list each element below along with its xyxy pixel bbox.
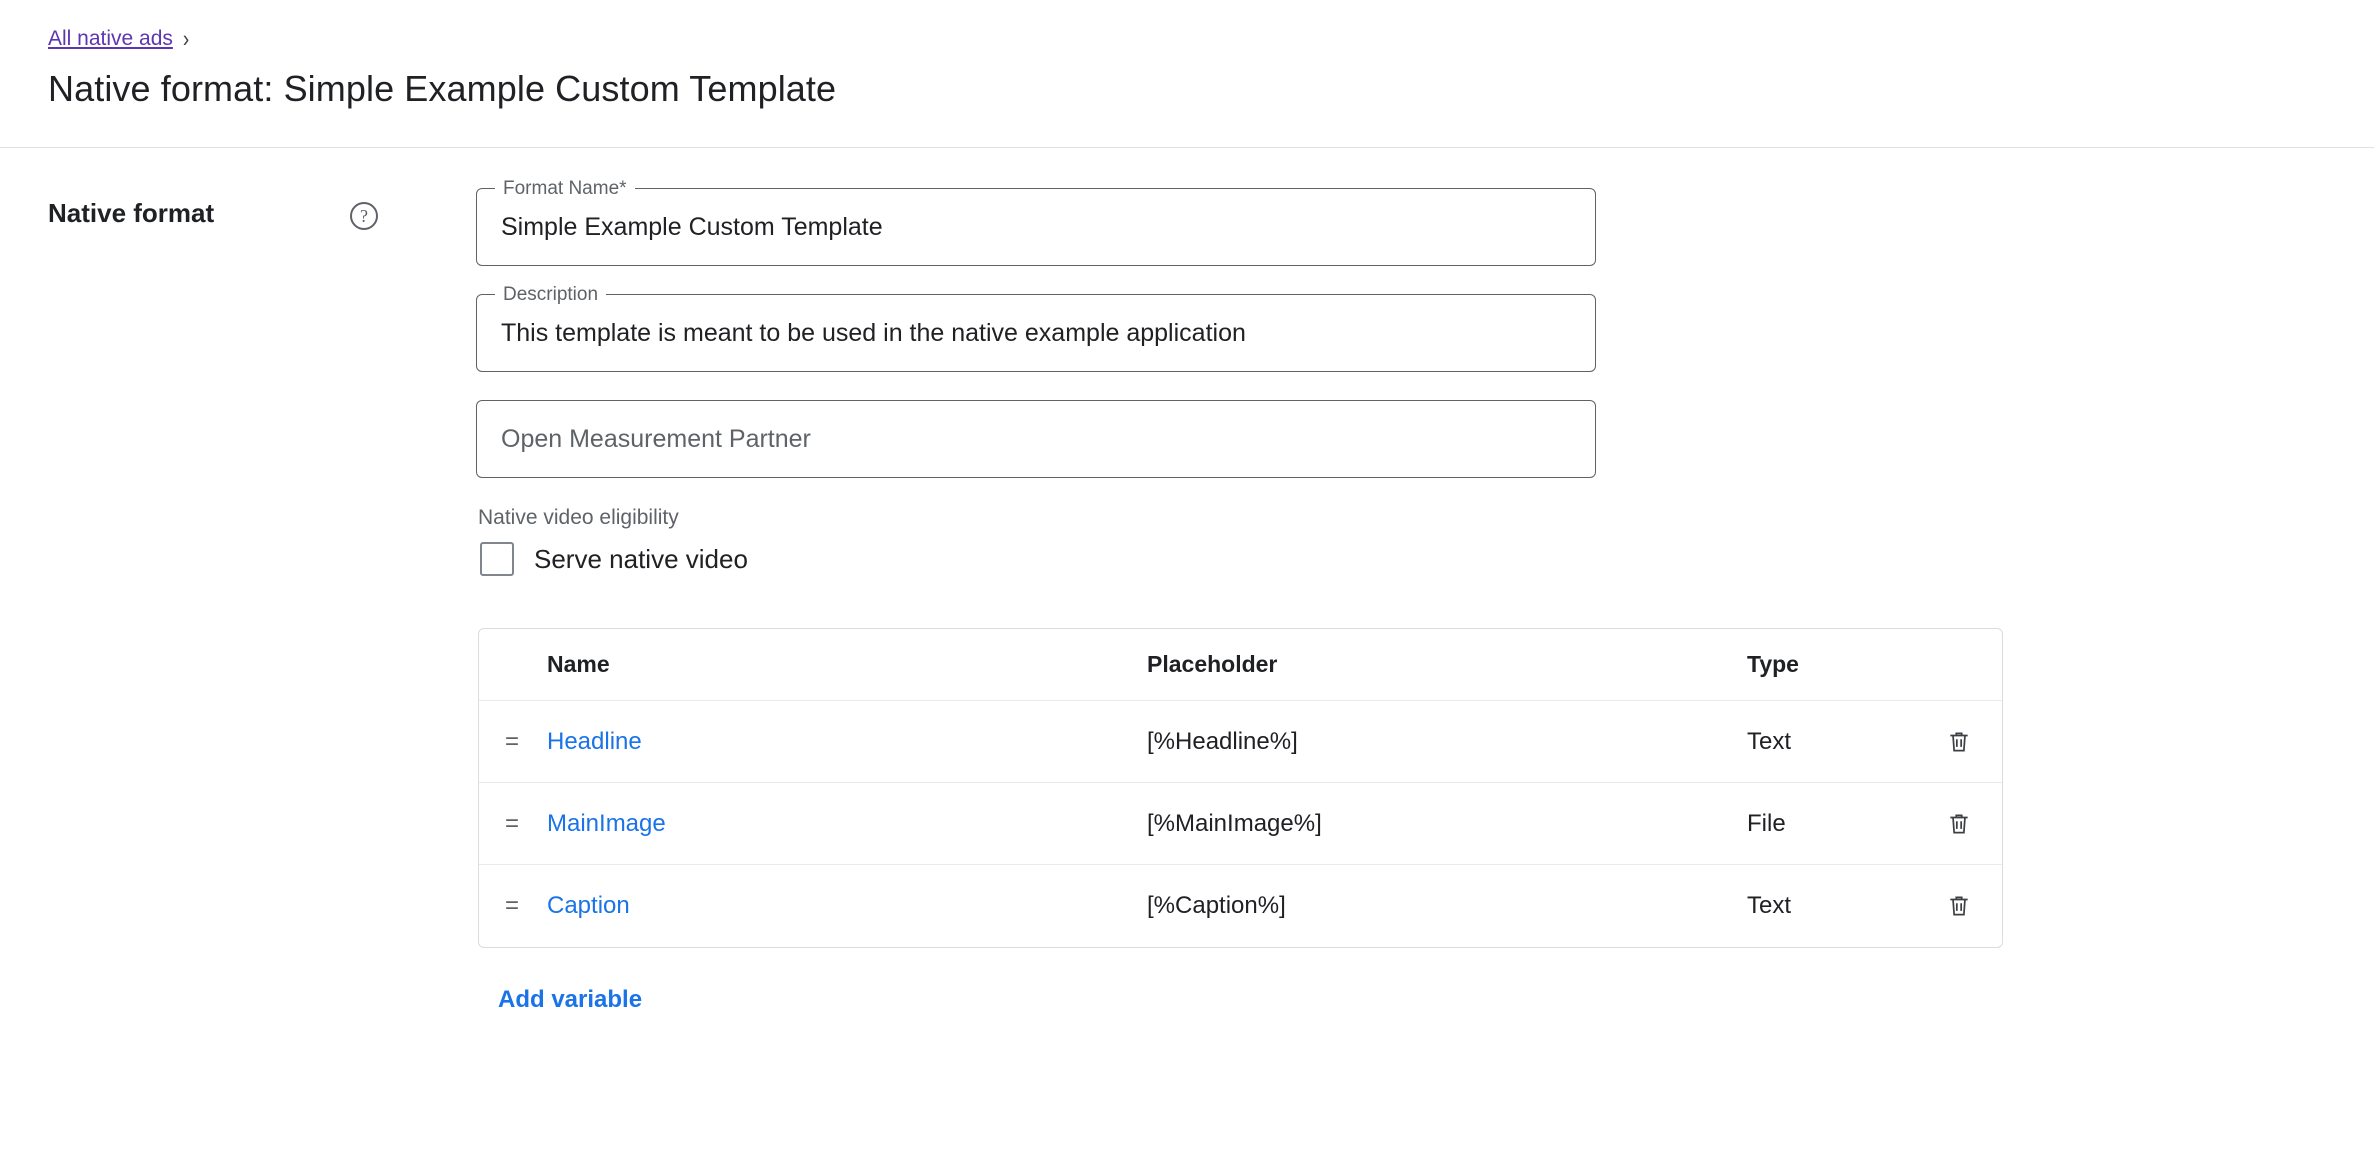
variables-table — [478, 628, 2003, 948]
native-video-eligibility-label: Native video eligibility — [478, 506, 679, 529]
table-row — [479, 865, 2002, 947]
variable-name-link[interactable]: Caption — [547, 892, 630, 919]
variable-type-value: Text — [1747, 892, 1792, 919]
table-row — [479, 783, 2002, 865]
drag-handle-icon[interactable]: = — [505, 727, 520, 755]
open-measurement-partner-placeholder: Open Measurement Partner — [501, 424, 811, 453]
content-area — [0, 148, 2374, 1014]
variable-placeholder-value: [%Caption%] — [1147, 892, 1286, 919]
form-column — [436, 178, 2374, 1014]
add-variable-button[interactable]: Add variable — [498, 986, 643, 1013]
variable-placeholder-value: [%MainImage%] — [1147, 809, 1322, 837]
help-icon[interactable]: ? — [350, 202, 378, 230]
table-row — [479, 701, 2002, 783]
format-name-value: Simple Example Custom Template — [501, 212, 883, 241]
drag-handle-icon[interactable]: = — [505, 809, 520, 837]
serve-native-video-row[interactable] — [480, 542, 2374, 576]
variable-placeholder-value: [%Headline%] — [1147, 727, 1298, 755]
breadcrumb-link-all-native-ads[interactable]: All native ads — [48, 27, 173, 50]
variable-type-value: Text — [1747, 727, 1792, 755]
delete-icon[interactable] — [1946, 892, 1972, 920]
page-title: Native format: Simple Example Custom Template — [48, 68, 837, 109]
description-value: This template is meant to be used in the native example application — [501, 318, 1246, 347]
drag-handle-icon[interactable]: = — [505, 892, 520, 919]
column-header-name: Name — [547, 651, 610, 677]
table-header-row — [479, 629, 2002, 701]
column-header-placeholder: Placeholder — [1147, 651, 1278, 677]
section-title-native-format: Native format — [48, 198, 215, 228]
page-header — [0, 0, 2374, 148]
format-name-field[interactable] — [476, 178, 1596, 266]
column-header-type: Type — [1747, 651, 1799, 677]
variable-name-link[interactable]: MainImage — [547, 809, 666, 837]
delete-icon[interactable] — [1946, 810, 1972, 838]
variable-type-value: File — [1747, 809, 1786, 837]
format-name-label: Format Name* — [495, 177, 635, 201]
breadcrumb — [48, 22, 2374, 56]
description-label: Description — [495, 283, 606, 307]
variable-name-link[interactable]: Headline — [547, 727, 642, 755]
section-label-column — [0, 188, 436, 1014]
chevron-right-icon: › — [182, 25, 190, 53]
description-field[interactable] — [476, 284, 1596, 372]
serve-native-video-checkbox[interactable] — [480, 542, 514, 576]
open-measurement-partner-field[interactable] — [476, 400, 1596, 478]
delete-icon[interactable] — [1946, 728, 1972, 756]
serve-native-video-label: Serve native video — [534, 543, 748, 574]
